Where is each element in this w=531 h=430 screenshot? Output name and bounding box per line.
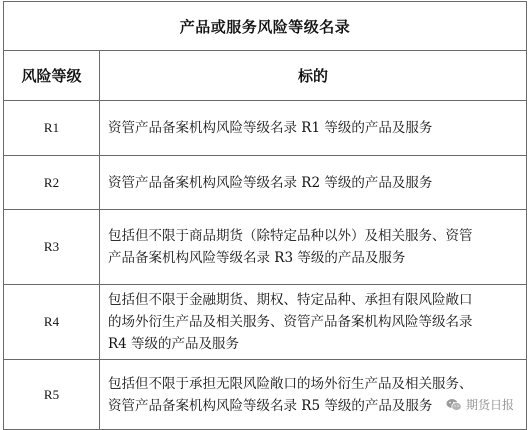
risk-level-cell: R5 [4,360,100,430]
table-title-row [4,2,527,51]
table-row [4,285,527,360]
target-text: 资管产品备案机构风险等级名录 R1 等级的产品及服务 [108,120,433,136]
header-target: 标的 [100,51,527,101]
risk-level-table [3,1,527,430]
watermark-text: 期货日报 [465,398,514,412]
table-title: 产品或服务风险等级名录 [4,2,527,51]
target-cell [100,285,527,360]
target-text: R4 等级的产品及服务 [108,336,240,352]
risk-level-cell: R2 [4,156,100,210]
table-row [4,101,527,156]
watermark [443,395,517,414]
target-cell [100,156,527,210]
risk-level-cell: R1 [4,101,100,156]
table-row [4,156,527,210]
target-cell [100,210,527,285]
target-text: 的场外衍生产品及相关服务、资管产品备案机构风险等级名录 [108,314,473,330]
table-header-row [4,51,527,101]
wechat-icon [446,398,462,412]
table-row [4,210,527,285]
header-risk-level: 风险等级 [4,51,100,101]
target-text: 包括但不限于商品期货（除特定品种以外）及相关服务、资管 [108,228,473,244]
target-text: 包括但不限于金融期货、期权、特定品种、承担有限风险敞口 [108,292,473,308]
target-text: 资管产品备案机构风险等级名录 R5 等级的产品及服务 [108,397,433,414]
target-text: 产品备案机构风险等级名录 R3 等级的产品及服务 [108,250,406,266]
target-cell [100,101,527,156]
risk-level-cell: R4 [4,285,100,360]
target-text: 资管产品备案机构风险等级名录 R2 等级的产品及服务 [108,174,433,191]
target-text: 包括但不限于承担无限风险敞口的场外衍生产品及相关服务、 [108,375,473,392]
risk-level-cell: R3 [4,210,100,285]
